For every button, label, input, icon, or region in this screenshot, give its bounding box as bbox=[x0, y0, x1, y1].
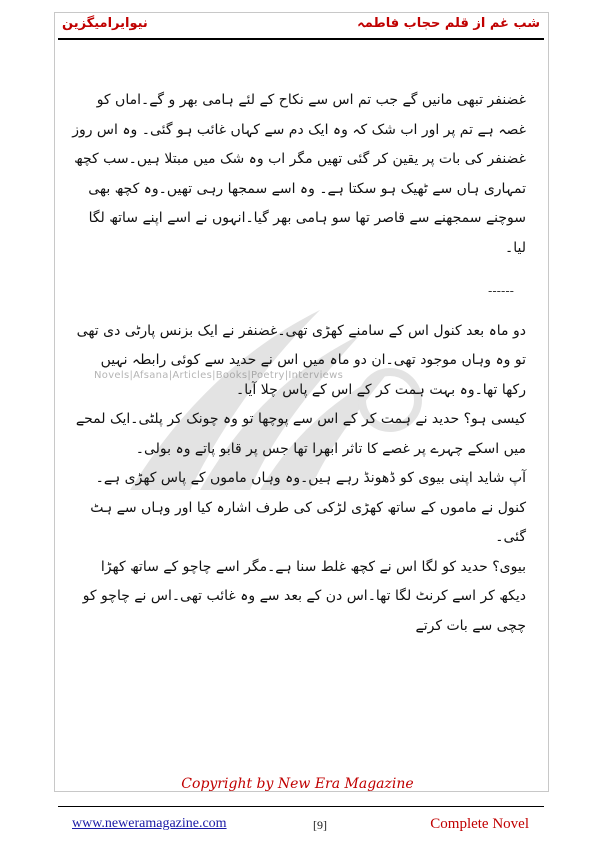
section-separator: ------ bbox=[488, 284, 514, 298]
paragraph: آپ شاید اپنی بیوی کو ڈھونڈ رہے ہیں۔وہ وہاں ماموں کے پاس کھڑی ہے۔کنول نے ماموں کے ساتھ کھڑی لڑکی کی طرف اشارہ کیا اور وہاں سے ہٹ گئی۔ bbox=[90, 470, 526, 545]
magazine-name: نیوایرامیگزین bbox=[62, 16, 148, 31]
paragraph: کیسی ہو؟ حدید نے ہمت کر کے اس سے پوچھا تو وہ چونک کر پلٹی۔ایک لمحے میں اسکے چہرے پر غصے کا تاثر ابھرا تھا جس پر قابو پاتے وہ بولی۔ bbox=[75, 411, 526, 457]
paragraph: غضنفر تبھی مانیں گے جب تم اس سے نکاح کے لئے ہامی بھر و گے۔اماں کو غصہ ہے تم پر اور اب شک کہ وہ ایک دم سے کہاں غائب ہو گئی۔ وہ اس روز غضنفر کی بات پر یقین کر گئی تھیں مگر اب وہ شک میں مبتلا ہیں۔سب کچھ تمہاری ہاں سے ٹھیک ہو سکتا ہے۔ وہ اسے سمجھا رہی تھیں۔وہ کچھ بھی سوچنے سمجھنے سے قاصر تھا سو ہامی بھر گیا۔انہوں نے اسے اپنے ساتھ لگا لیا۔ bbox=[72, 92, 526, 256]
website-link[interactable]: www.neweramagazine.com bbox=[72, 816, 227, 831]
header-rule bbox=[58, 38, 544, 40]
footer-rule bbox=[58, 806, 544, 807]
page-number: [9] bbox=[313, 818, 327, 832]
story-body bbox=[72, 86, 526, 746]
copyright-notice: Copyright by New Era Magazine bbox=[181, 776, 414, 792]
story-title: شب غم از قلم حجاب فاطمہ bbox=[357, 16, 540, 31]
novel-type-label: Complete Novel bbox=[430, 816, 529, 832]
page-header bbox=[62, 12, 540, 38]
watermark-text: Novels|Afsana|Articles|Books|Poetry|Interviews bbox=[94, 370, 344, 381]
paragraph: بیوی؟ حدید کو لگا اس نے کچھ غلط سنا ہے۔مگر اسے چاچو کے ساتھ کھڑا دیکھ کر اسے کرنٹ لگا تھا۔اس دن کے بعد سے وہ غائب تھی۔اس نے چاچو کو چچی سے بات کرتے bbox=[82, 558, 526, 634]
paragraph: دو ماہ بعد کنول اس کے سامنے کھڑی تھی۔غضنفر نے ایک بزنس پارٹی دی تھی تو وہ وہاں موجود تھی۔ان دو ماہ میں اس نے حدید سے کوئی رابطہ نہیں رکھا تھا۔وہ بہت ہمت کر کے اس کے پاس چلا آیا۔ bbox=[76, 322, 526, 398]
